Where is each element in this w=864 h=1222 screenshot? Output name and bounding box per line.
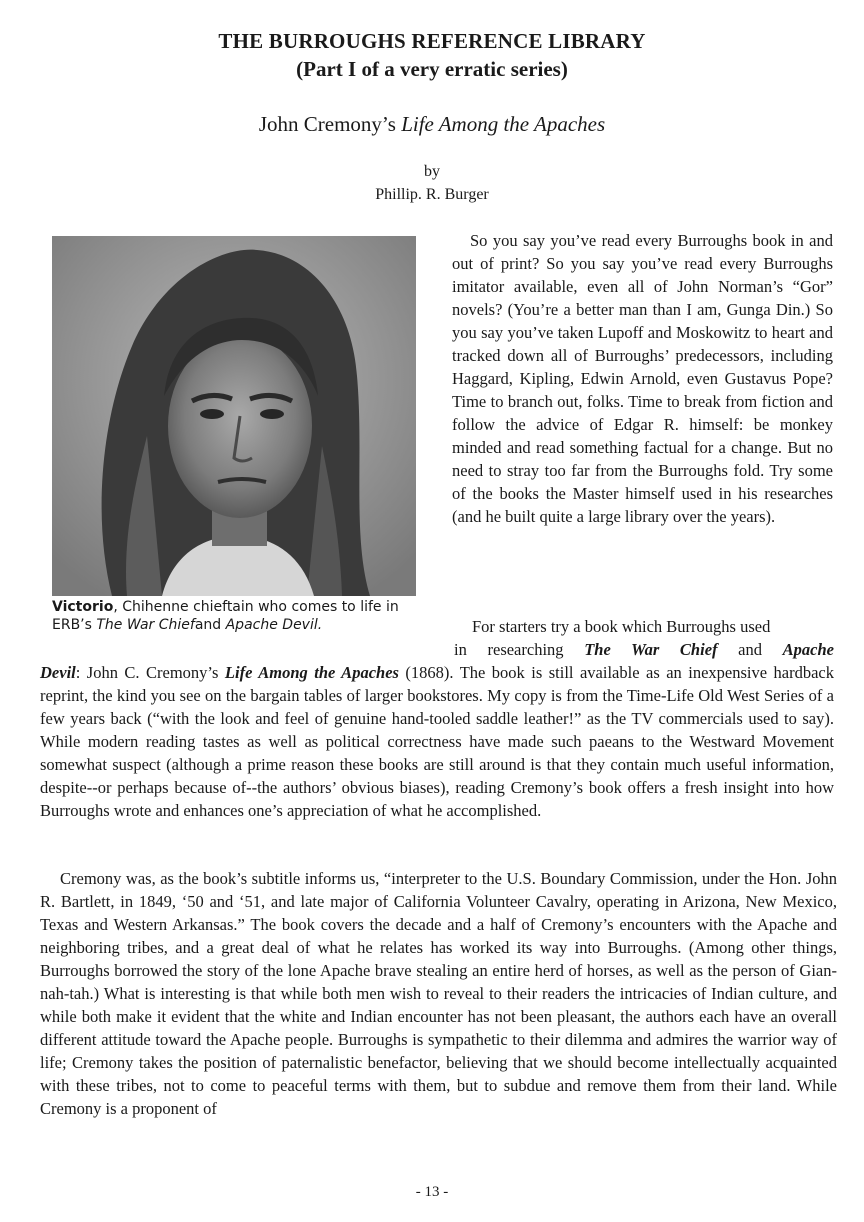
- caption-name: Victorio: [52, 599, 114, 615]
- starters-mid: : John C. Cremony’s: [75, 663, 225, 682]
- series-subtitle: (Part I of a very erratic series): [296, 57, 568, 81]
- page-number: - 13 -: [415, 1184, 449, 1200]
- article-title-book: Life Among the Apaches: [401, 112, 606, 136]
- victorio-portrait-photo: [52, 236, 416, 596]
- paragraph-starters: [40, 615, 834, 822]
- starters-rest: [40, 661, 834, 822]
- starters-rest-text: (1868). The book is still available as an inexpensive hardback reprint, the kind you see on the bargain tables of larger bookstores. My copy is from the Time-Life Old West Series of a few years back (“with the look and feel of genuine hand-tooled saddle leather!” as the TV commercials used to say). While modern reading tastes as well as political correctness have made such paeans to the Westward Movement somewhat suspect (although a prime reason these books are still around is that they contain much useful information, despite--or perhaps because of--the authors’ obvious biases), reading Cremony’s book offers a fresh insight into how Burroughs wrote and enhances one’s appreciation of what he accomplished.: [40, 663, 834, 820]
- author-name: Phillip. R. Burger: [375, 186, 489, 203]
- by-label: by: [424, 163, 440, 180]
- book-war-chief: The War Chief: [584, 640, 718, 659]
- intro-column: [452, 229, 833, 528]
- caption-and: and: [194, 617, 226, 633]
- and-word: and: [717, 640, 783, 659]
- paragraph-cremony: Cremony was, as the book’s subtitle informs us, “interpreter to the U.S. Boundary Commission, under the Hon. John R. Bartlett, in 1849, ‘50 and ‘51, and late major of California Volunteer Cavalry, operating in Arizona, New Mexico, Texas and Western Arkansas.” The book covers the decade and a half of Cremony’s encounters with the Apache and neighboring tribes, and a great deal of what he relates has worked its way into Burroughs. (Among other things, Burroughs borrowed the story of the lone Apache brave stealing an entire herd of horses, as well as the person of Gian-nah-tah.) What is interesting is that while both men wish to reveal to their readers the intricacies of Indian culture, and while both make it evident that the white and Indian encounter has not been pleasant, the authors each have an overall different attitude toward the Apache people. Burroughs is sympathetic to their dilemma and admires the warrior way of life; Cremony takes the position of paternalistic benefactor, believing that we should become intellectually acquainted with these tribes, not to come to peaceful terms with them, but to subdue and remove them from their land. While Cremony is a proponent of: [40, 869, 837, 1118]
- caption-text: , Chihenne chieftain who comes to life in ERB’s: [52, 599, 399, 633]
- caption-book-2: Apache Devil.: [225, 617, 323, 633]
- article-title-prefix: John Cremony’s: [258, 112, 402, 136]
- caption-book-1: The War Chief: [96, 617, 195, 633]
- byline: [0, 160, 864, 206]
- starters-line-1: For starters try a book which Burroughs used: [472, 617, 771, 636]
- series-title: THE BURROUGHS REFERENCE LIBRARY: [218, 29, 646, 53]
- book-apache: Apache: [782, 640, 835, 659]
- starters-line-2-text: in researching: [454, 640, 585, 659]
- starters-line-2: [454, 638, 834, 661]
- book-life-among-apaches: Life Among the Apaches: [224, 663, 399, 682]
- article-title: [0, 111, 864, 138]
- book-devil: Devil: [40, 663, 76, 682]
- paragraph-intro: So you say you’ve read every Burroughs book in and out of print? So you say you’ve read every Burroughs imitator available, even all of John Norman’s “Gor” novels? (You’re a better man than I am, Gunga Din.) So you say you’ve taken Lupoff and Moskowitz to heart and tracked down all of Burroughs’ predecessors, including Haggard, Kipling, Edwin Arnold, even Gustavus Pope? Time to branch out, folks. Time to break from fiction and follow the advice of Edgar R. himself: be monkey minded and read something factual for a change. But no need to stray too far from the Burroughs fold. Try some of the books the Master himself used in his researches (and he built quite a large library over the years).: [452, 231, 833, 526]
